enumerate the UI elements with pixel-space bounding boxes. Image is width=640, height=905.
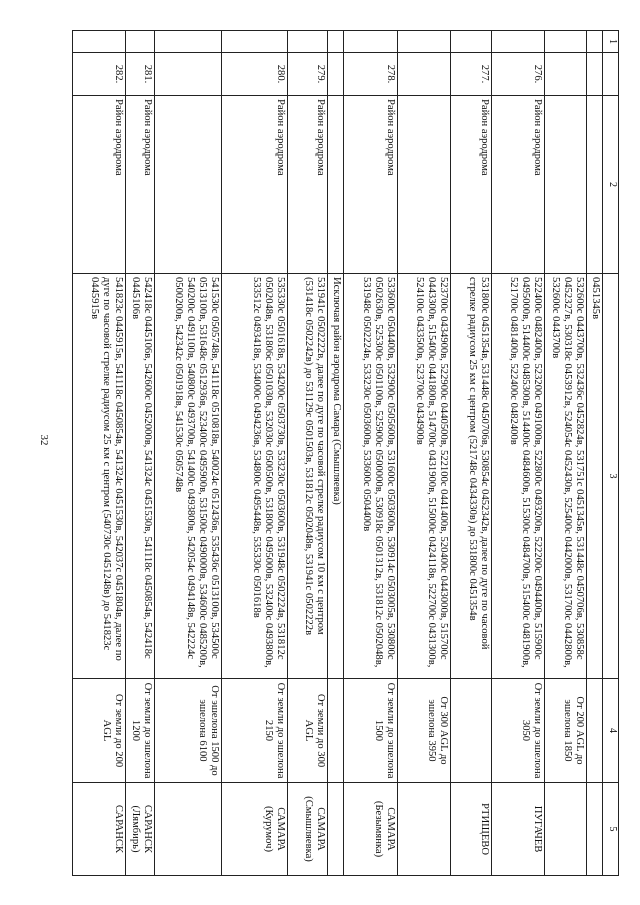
location (344, 783, 397, 876)
altitude (328, 679, 344, 783)
coordinates: 0451345в (586, 274, 602, 679)
header-row (603, 31, 619, 876)
location-sub: (Смышляевка) (303, 796, 315, 862)
table-row (221, 31, 287, 876)
location (73, 783, 127, 876)
location (397, 783, 450, 876)
altitude: От 200 AGL до эшелона 1850 (545, 679, 587, 783)
row-number (545, 53, 587, 96)
zone-type (155, 96, 221, 274)
coordinates-note: Исключая район аэродрома Самара (Смышляевка) (328, 274, 344, 679)
location (586, 783, 602, 876)
location-name: САМАРА (384, 807, 396, 851)
location (491, 783, 544, 876)
location (155, 783, 221, 876)
altitude (586, 679, 602, 783)
header-col-1: 1 (603, 31, 619, 53)
row-number: 277. (451, 53, 492, 96)
location-name: САМАРА (274, 807, 286, 851)
altitude: От эшелона 1500 до эшелона 6100 (155, 679, 221, 783)
altitude: От земли до эшелона 3050 (491, 679, 544, 783)
row-number (328, 53, 344, 96)
row-number: 279. (287, 53, 328, 96)
table-row (491, 31, 544, 876)
zone-type (545, 96, 587, 274)
zone-type: Район аэродрома (221, 96, 287, 274)
table-row (344, 31, 397, 876)
page-number: 32 (38, 434, 50, 446)
zone-type: Район аэродрома (126, 96, 155, 274)
row-number (586, 53, 602, 96)
coordinates: 522400с 0482400в, 523200с 0491000в, 522800с 0493200в, 522200с 0494400в, 515900с 0495000в, 514400с 0485300в, 514400с 0484600в, 515300с 0484700в, 515400с 0481900в, 521700с 0481400в, 522400с 0482400в (491, 274, 544, 679)
location-name: САМАРА (315, 807, 327, 851)
coordinates: 541530с 0505748в, 541118с 0510818в, 540024с 0512436в, 535436с 0513100в, 534500с 0513100в, 531648с 0512936в, 523400с 0495900в, 531500с 0490000в, 534600с 0485200в, 540200с 0491100в, 540800с 0493700в, 541400с 0493800в, 542054с 0494148в, 542224с 0500200в, 542342с 0501918в, 541530с 0505748в (155, 274, 221, 679)
header-col-5: 5 (603, 783, 619, 876)
zone-type: Район аэродрома (287, 96, 328, 274)
row-number: 280. (221, 53, 287, 96)
location-sub: (Безымянка) (372, 800, 384, 858)
zone-type (328, 96, 344, 274)
location-sub: (Лямбирь) (130, 805, 142, 853)
location-name: РТИЩЕВО (478, 802, 490, 856)
row-number: 278. (344, 53, 397, 96)
location (451, 783, 492, 876)
location (126, 783, 155, 876)
table-row (126, 31, 155, 876)
zone-type (586, 96, 602, 274)
table-row (586, 31, 602, 876)
location (545, 783, 587, 876)
table-row (328, 31, 344, 876)
location-name: САРАНСК (113, 804, 125, 854)
zone-type: Район аэродрома (491, 96, 544, 274)
coordinates: 531941с 0502222в, далее по дуге по часовой стрелке радиусом 10 км с центром (531418с 0502242в) до 531129с 0501503в, 531812с 0502048в, 531941с 0502222в (287, 274, 328, 679)
zone-type: Район аэродрома (344, 96, 397, 274)
location-sub: (Курумоч) (262, 806, 274, 852)
table-row (287, 31, 328, 876)
coordinates: 535330с 0501618в, 534200с 0503730в, 533230с 0503600в, 531948с 0502224в, 531812с 0502048в, 531806с 0501030в, 532030с 0500500в, 531800с 0495000в, 532400с 0493800в, 533512с 0493418в, 534000с 0494236в, 534800с 0495448в, 535330с 0501618в (221, 274, 287, 679)
altitude: От 300 AGL до эшелона 3950 (397, 679, 450, 783)
altitude: От земли до эшелона 1500 (344, 679, 397, 783)
altitude: От земли до 200 AGL (73, 679, 127, 783)
coordinates: 542418с 0445106в, 542600с 0452000в, 541324с 0451530в, 541118с 0450854в, 542418с 0445106в (126, 274, 155, 679)
header-col-4: 4 (603, 679, 619, 783)
location-name: САРАНСК (142, 804, 154, 854)
altitude: От земли до эшелона 1200 (126, 679, 155, 783)
altitude: От земли до эшелона 2150 (221, 679, 287, 783)
coordinates: 541823с 0445915в, 541118с 0450854в, 541324с 0451530в, 542037с 0451804в, далее по дуге по часовой стрелке радиусом 25 км с центром (540730с 0451248в) до 541823с 0445915в (73, 274, 127, 679)
zone-type: Район аэродрома (73, 96, 127, 274)
table-row (73, 31, 127, 876)
table-row (545, 31, 587, 876)
row-number: 281. (126, 53, 155, 96)
coordinates: 533600с 0504400в, 532900с 0505600в, 531600с 0503600в, 530914с 0503005в, 530800с 0502630в, 525300с 0501100в, 525900с 0500000в, 530918с 0501312в, 531812с 0502048в, 531948с 0502224в, 533230с 0503600в, 533600с 0504400в (344, 274, 397, 679)
header-col-3: 3 (603, 274, 619, 679)
table-row (155, 31, 221, 876)
header-col-blank (603, 53, 619, 96)
row-number (397, 53, 450, 96)
table-row (397, 31, 450, 876)
location (287, 783, 328, 876)
airspace-table (72, 30, 619, 876)
location (221, 783, 287, 876)
altitude (451, 679, 492, 783)
zone-type: Район аэродрома (451, 96, 492, 274)
zone-type (397, 96, 450, 274)
row-number: 276. (491, 53, 544, 96)
location-name: ПУГАЧЕВ (532, 805, 544, 853)
rotated-table-container (72, 30, 619, 875)
row-number: 282. (73, 53, 127, 96)
coordinates: 531800с 0451354в, 531448с 0450706в, 530854с 0452342в, далее по дуге по часовой стрелке радиусом 25 км с центром (521748с 0434330в) до 531800с 0451354в (451, 274, 492, 679)
row-number (155, 53, 221, 96)
header-col-2: 2 (603, 96, 619, 274)
coordinates: 532600с 0443700в, 532436с 0452824в, 531751с 0451345в, 531448с 0450706в, 530858с 0452327в, 530318с 0453912в, 524054с 0452430в, 525400с 0442000в, 531700с 0442800в, 532600с 0443700в (545, 274, 587, 679)
altitude: От земли до 300 AGL (287, 679, 328, 783)
location (328, 783, 344, 876)
table-row (451, 31, 492, 876)
coordinates: 523700с 0434900в, 522900с 0440500в, 522100с 0441400в, 520400с 0443000в, 515700с 0443300в, 515400с 0441800в, 514700с 0431900в, 515000с 0424118в, 522700с 0431300в, 524100с 0433500в, 523700с 0434900в (397, 274, 450, 679)
